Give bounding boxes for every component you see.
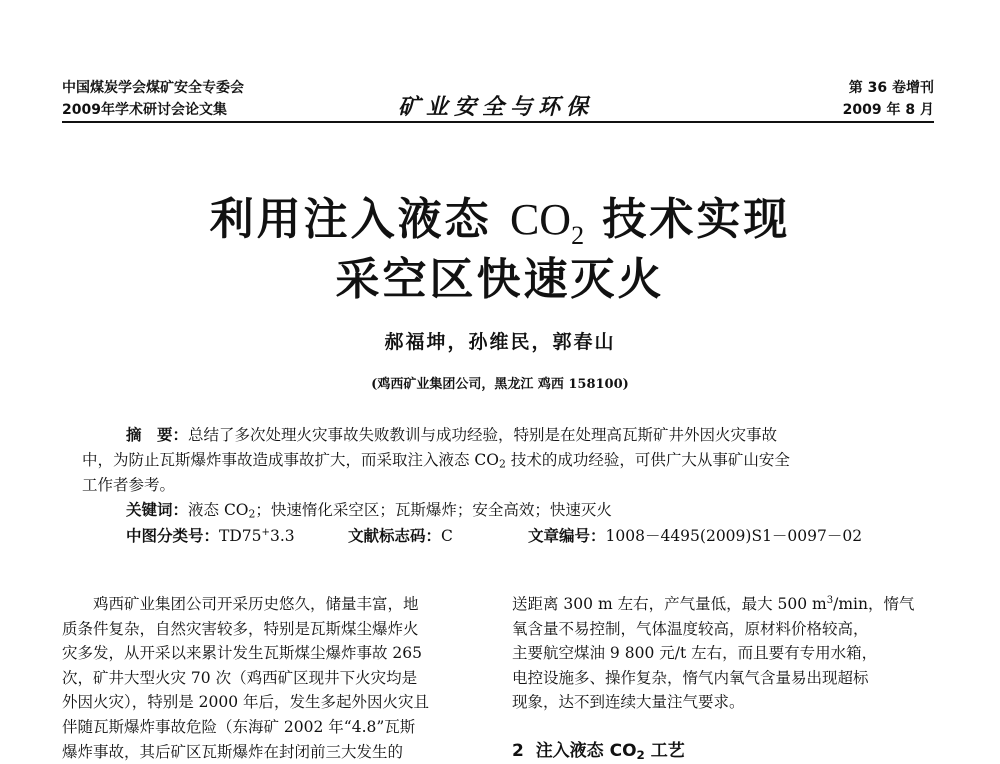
keywords-label: 关键词： bbox=[126, 501, 189, 519]
clc-post: 3.3 bbox=[269, 527, 295, 545]
section-2-sub: 2 bbox=[636, 747, 645, 762]
header-right-line2: 2009 年 8 月 bbox=[842, 102, 934, 118]
abstract-label: 摘 要： bbox=[126, 426, 189, 444]
title-line1 bbox=[0, 183, 1000, 251]
abstract-line3: 工作者参考。 bbox=[82, 476, 176, 494]
right-line-5: 现象，达不到连续大量注气要求。 bbox=[512, 693, 745, 712]
keywords-post: ；快速惰化采空区；瓦斯爆炸；安全高效；快速灭火 bbox=[255, 501, 612, 519]
right-line-1-post: /min，惰气 bbox=[833, 595, 915, 613]
section-2-heading bbox=[512, 736, 685, 762]
title-chem bbox=[509, 195, 585, 250]
keywords bbox=[126, 498, 612, 527]
title-chem-main: CO bbox=[509, 195, 572, 244]
abstract-text-2-sub: 2 bbox=[499, 457, 506, 471]
right-column bbox=[512, 592, 914, 715]
authors: 郝福坤，孙维民，郭春山 bbox=[384, 331, 616, 353]
clc-value: TD75 bbox=[219, 527, 262, 545]
right-line-1-sup: 3 bbox=[826, 594, 834, 606]
article-number-value: 1008－4495(2009)S1－0097－02 bbox=[605, 527, 863, 545]
abstract-text-2: 中，为防止瓦斯爆炸事故造成事故扩大，而采取注入液态 CO bbox=[82, 451, 499, 469]
journal-name: 矿业安全与环保 bbox=[398, 94, 595, 120]
left-line-2: 质条件复杂，自然灾害较多，特别是瓦斯煤尘爆炸火 bbox=[62, 619, 419, 638]
keywords-pre: 液态 CO bbox=[188, 501, 249, 519]
article-number-label: 文章编号： bbox=[528, 527, 606, 545]
right-line-4: 电控设施多、操作复杂，惰气内氧气含量易出现超标 bbox=[512, 668, 869, 687]
header-left-line2: 2009年学术研讨会论文集 bbox=[62, 102, 227, 118]
doc-code bbox=[348, 524, 453, 548]
abstract-line2 bbox=[82, 448, 790, 477]
section-2-post: 工艺 bbox=[644, 741, 685, 761]
doc-code-value: C bbox=[441, 527, 453, 545]
section-2-pre: 注入液态 CO bbox=[535, 741, 637, 761]
left-line-1: 鸡西矿业集团公司开采历史悠久，储量丰富，地 bbox=[62, 595, 419, 613]
title-line2: 采空区快速灭火 bbox=[335, 254, 665, 305]
left-line-5: 外因火灾），特别是 2000 年后，发生多起外因火灾且 bbox=[62, 693, 430, 712]
title-line1-post: 技术实现 bbox=[584, 194, 791, 245]
abstract-line1 bbox=[126, 423, 777, 447]
affiliation: (鸡西矿业集团公司，黑龙江 鸡西 158100) bbox=[371, 377, 629, 392]
article-number bbox=[528, 524, 862, 548]
clc-sup: + bbox=[261, 526, 270, 538]
title-chem-sub: 2 bbox=[571, 220, 585, 250]
clc bbox=[126, 524, 295, 548]
header-left-line1: 中国煤炭学会煤矿安全专委会 bbox=[62, 80, 244, 96]
right-line-1-pre: 送距离 300 m 左右，产气量低，最大 500 m bbox=[512, 595, 827, 613]
right-line-3: 主要航空煤油 9 800 元/t 左右，而且要有专用水箱， bbox=[512, 644, 878, 663]
header-right-line1: 第 36 卷增刊 bbox=[848, 80, 934, 96]
abstract-text-1: 总结了多次处理火灾事故失败教训与成功经验，特别是在处理高瓦斯矿井外因火灾事故 bbox=[188, 426, 778, 444]
header-rule bbox=[62, 121, 934, 123]
section-2-number: 2 bbox=[512, 741, 524, 761]
left-column bbox=[62, 592, 429, 764]
clc-label: 中图分类号： bbox=[126, 527, 220, 545]
left-line-4: 次，矿井大型火灾 70 次（鸡西矿区现井下火灾均是 bbox=[62, 668, 418, 687]
left-line-6: 伴随瓦斯爆炸事故危险（东海矿 2002 年“4.8”瓦斯 bbox=[62, 717, 416, 736]
right-line-2: 氧含量不易控制，气体温度较高，原材料价格较高， bbox=[512, 619, 869, 638]
left-line-7: 爆炸事故，其后矿区瓦斯爆炸在封闭前三大发生的 bbox=[62, 742, 404, 761]
left-line-3: 灾多发，从开采以来累计发生瓦斯煤尘爆炸事故 265 bbox=[62, 644, 423, 663]
abstract-text-2-post: 技术的成功经验，可供广大从事矿山安全 bbox=[505, 451, 790, 469]
title-line1-pre: 利用注入液态 bbox=[209, 194, 510, 245]
keywords-sub: 2 bbox=[248, 507, 256, 521]
doc-code-label: 文献标志码： bbox=[348, 527, 442, 545]
right-line-1 bbox=[512, 592, 914, 617]
